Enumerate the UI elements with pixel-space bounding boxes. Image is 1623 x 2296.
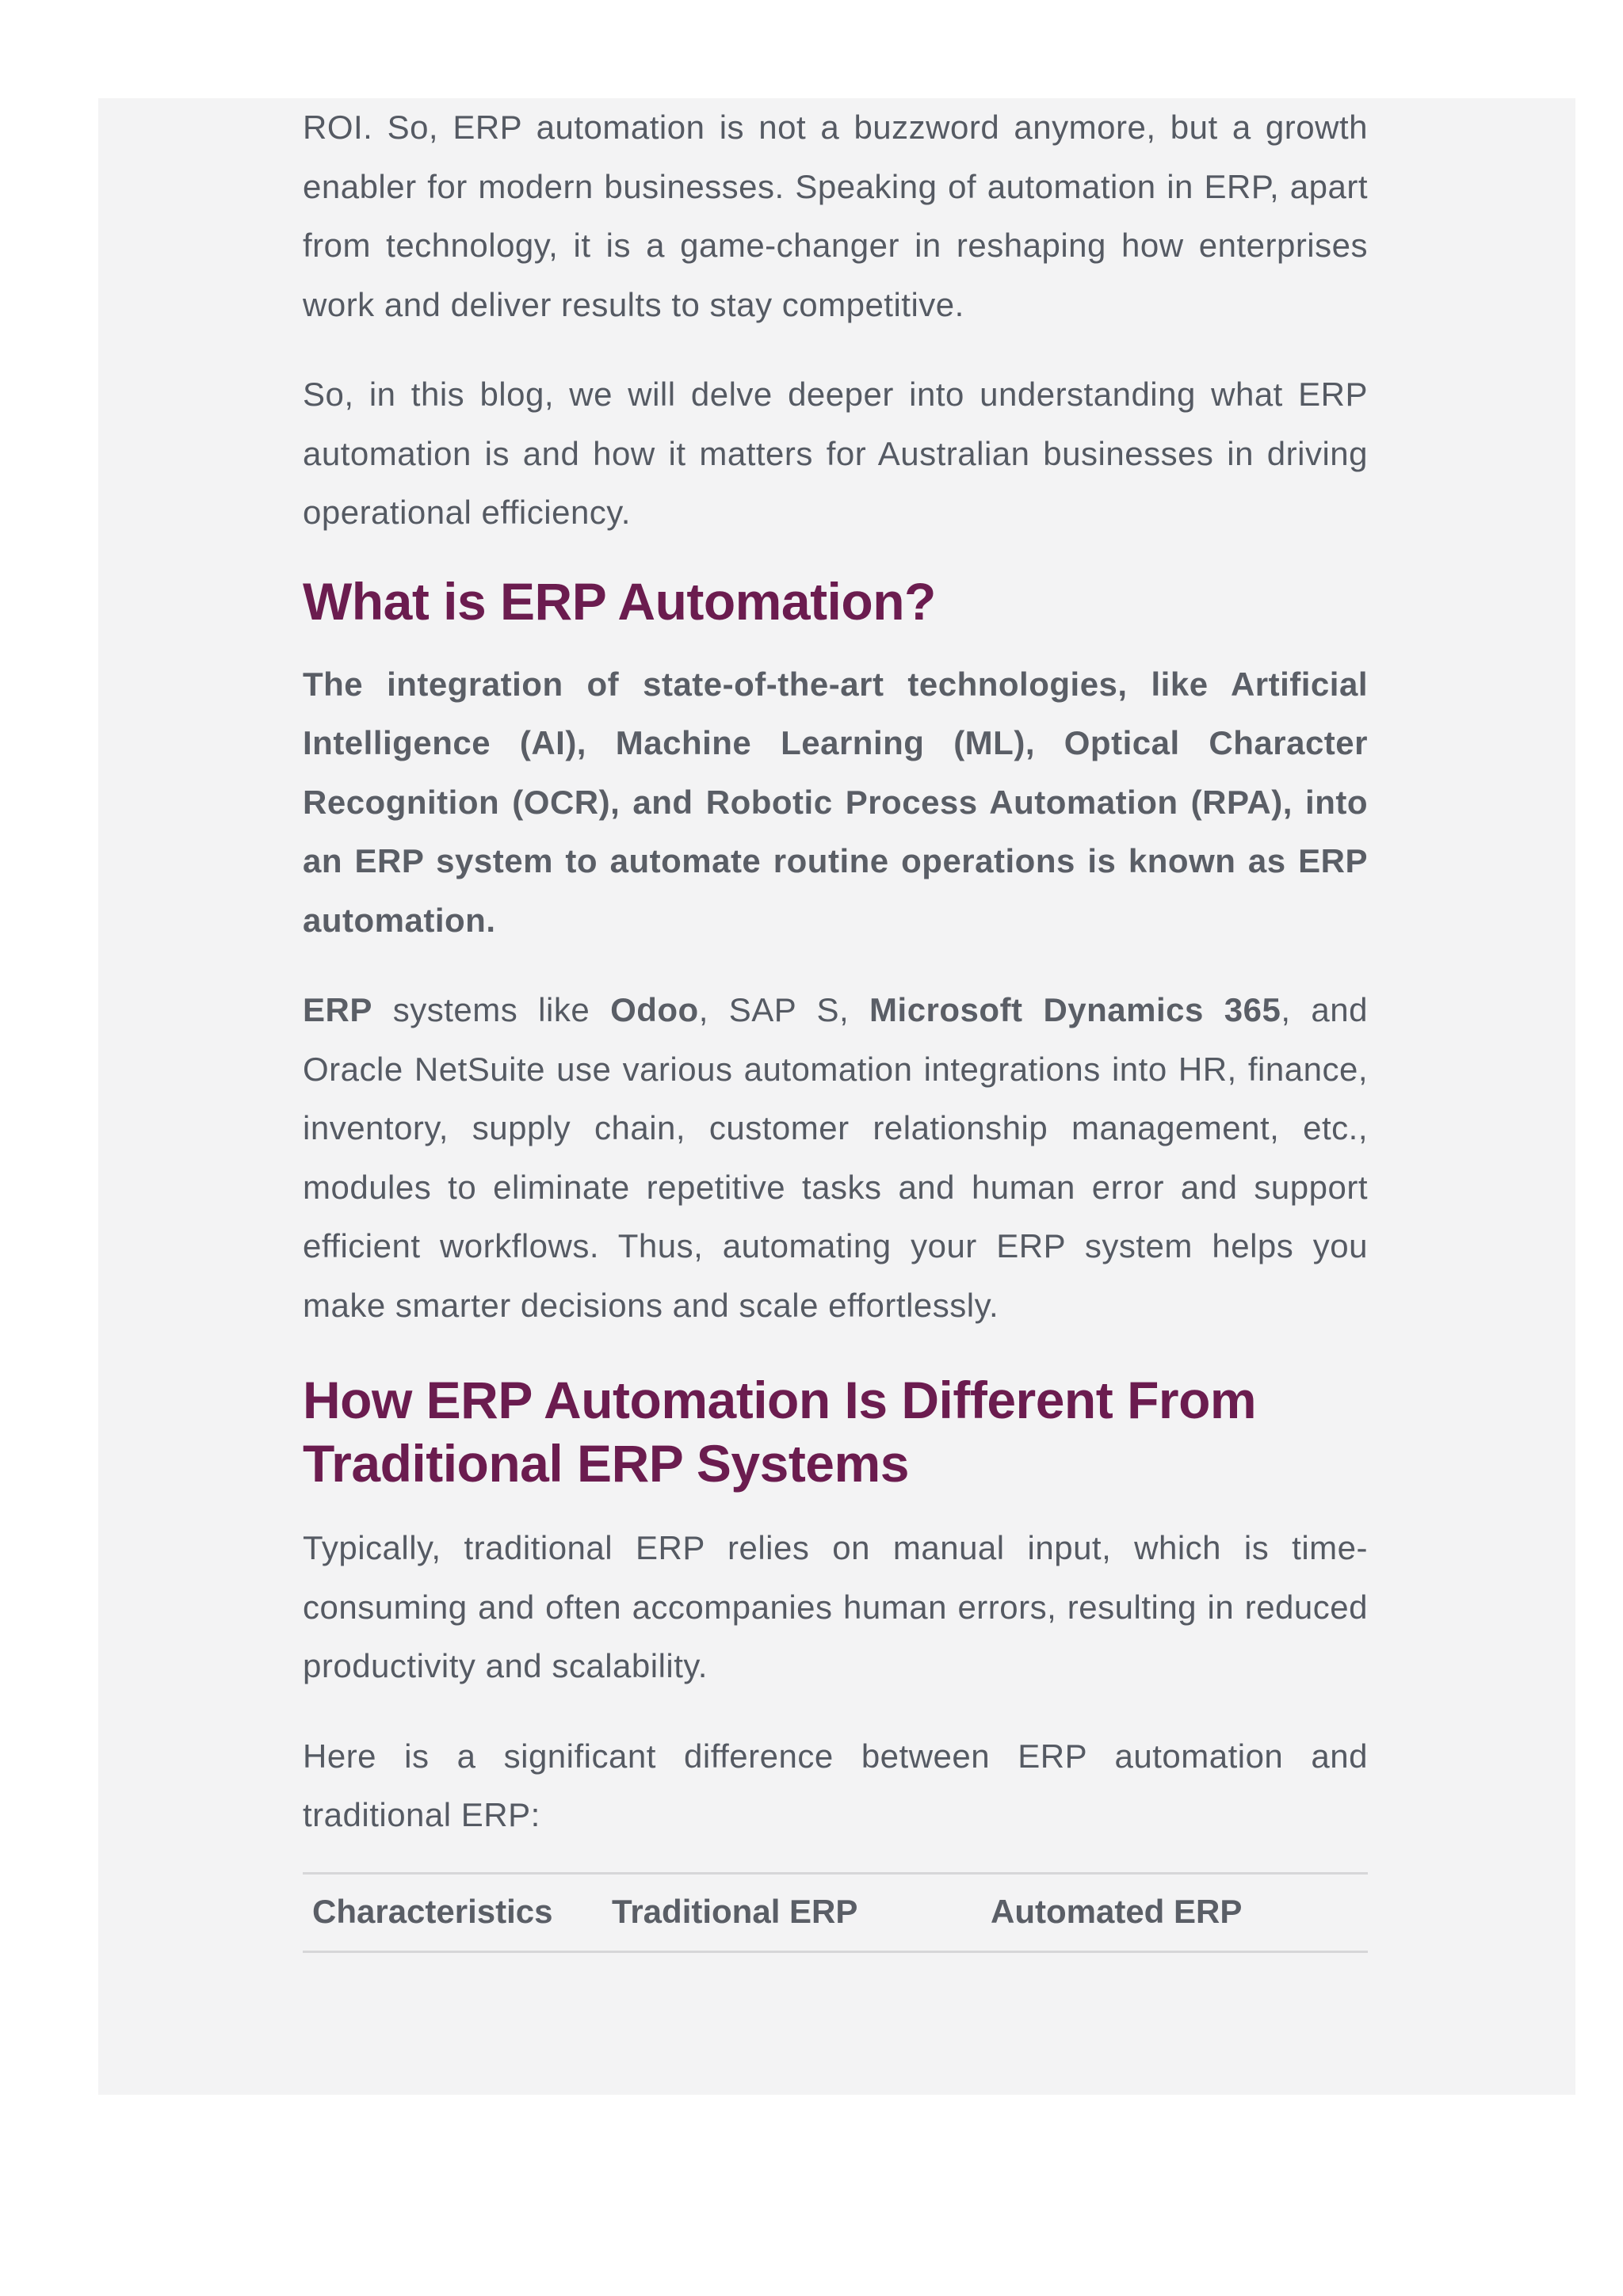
traditional-erp-paragraph: Typically, traditional ERP relies on manual input, which is time-consuming and often accompanies human errors, resulting in reduced productivity and scalability. (303, 1529, 1368, 1684)
erp-systems-paragraph (303, 981, 1368, 1335)
header-automated-erp: Automated ERP (991, 1873, 1368, 1951)
microsoft-dynamics-bold: Microsoft Dynamics 365 (869, 991, 1281, 1028)
intro-paragraph: ROI. So, ERP automation is not a buzzword anymore, but a growth enabler for modern businesses. Speaking of automation in ERP, apart from technology, it is a game-changer in reshaping how enterprises work and deliver results to stay competitive. (303, 109, 1368, 323)
section-heading-what-is-erp-automation: What is ERP Automation? (303, 571, 936, 631)
section-heading-how-different: How ERP Automation Is Different From Traditional ERP Systems (303, 1371, 1257, 1493)
header-traditional-erp: Traditional ERP (612, 1873, 991, 1951)
header-characteristics: Characteristics (303, 1873, 612, 1951)
comparison-table (303, 1872, 1368, 1953)
table-header-row (303, 1873, 1368, 1951)
definition-paragraph: The integration of state-of-the-art technologies, like Artificial Intelligence (AI), Machine Learning (ML), Optical Character Recognition (OCR), and Robotic Process Automation (RPA), into an ERP system to automate routine operations is known as ERP automation. (303, 665, 1368, 939)
systems-text-2: , SAP S, (698, 991, 870, 1028)
difference-intro-paragraph: Here is a significant difference between ERP automation and traditional ERP: (303, 1737, 1368, 1833)
article-body (303, 98, 1368, 1953)
systems-text-3: , and Oracle NetSuite use various automation integrations into HR, finance, inventory, supply chain, customer relationship management, etc., modules to eliminate repetitive tasks and human error and support efficient workflows. Thus, automating your ERP system helps you make smarter decisions and scale effortlessly. (303, 991, 1368, 1324)
odoo-bold: Odoo (610, 991, 699, 1028)
blog-intro-paragraph: So, in this blog, we will delve deeper into understanding what ERP automation is and how it matters for Australian businesses in driving operational efficiency. (303, 376, 1368, 531)
systems-text-1: systems like (372, 991, 611, 1028)
erp-bold: ERP (303, 991, 372, 1028)
